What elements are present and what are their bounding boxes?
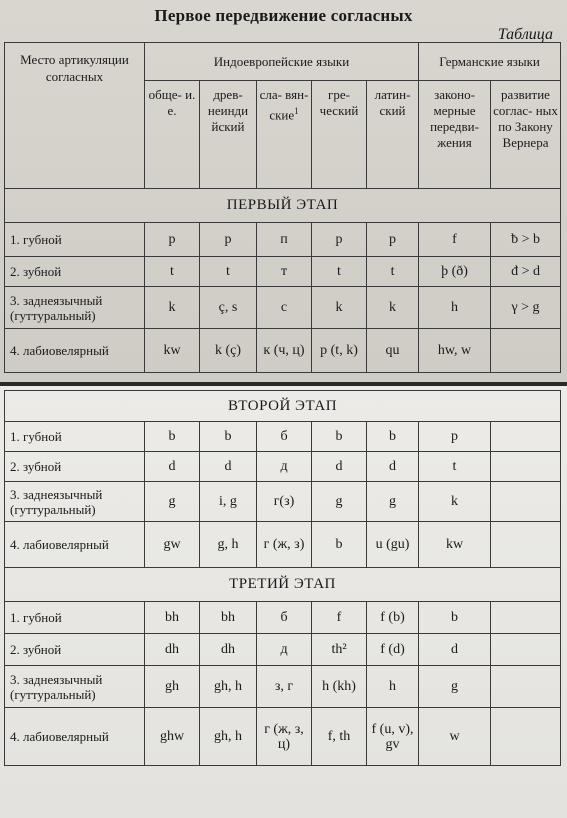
table-row (5, 329, 561, 373)
value-cell: б (257, 422, 312, 452)
value-cell (491, 708, 561, 766)
value-cell: f (b) (367, 602, 419, 634)
value-cell: г (ж, з) (257, 522, 312, 568)
value-cell: k (419, 482, 491, 522)
col-slavic (257, 81, 312, 189)
value-cell: т (257, 257, 312, 287)
value-cell: gw (145, 522, 200, 568)
place-cell: 3. заднеязычный (гуттуральный) (5, 666, 145, 708)
value-cell: đ > d (491, 257, 561, 287)
value-cell: t (200, 257, 257, 287)
value-cell: p (t, k) (312, 329, 367, 373)
value-cell: b (312, 422, 367, 452)
place-header (5, 43, 145, 189)
value-cell: f, th (312, 708, 367, 766)
col-sanskrit: древ- неинди йский (200, 81, 257, 189)
stage-1 (5, 189, 561, 373)
value-cell: g (312, 482, 367, 522)
value-cell: b (419, 602, 491, 634)
value-cell: t (312, 257, 367, 287)
table-row (5, 287, 561, 329)
place-cell: 4. лабиовелярный (5, 329, 145, 373)
value-cell: p (367, 223, 419, 257)
place-cell: 3. заднеязычный (гуттуральный) (5, 287, 145, 329)
stage-header-row (5, 189, 561, 223)
value-cell: hw, w (419, 329, 491, 373)
value-cell: g (367, 482, 419, 522)
value-cell: f (d) (367, 634, 419, 666)
value-cell: γ > g (491, 287, 561, 329)
value-cell: d (200, 452, 257, 482)
place-cell: 4. лабиовелярный (5, 708, 145, 766)
table-row (5, 223, 561, 257)
value-cell: g (419, 666, 491, 708)
table-lower (4, 390, 561, 766)
stage-title: ПЕРВЫЙ ЭТАП (5, 189, 561, 223)
value-cell: b (145, 422, 200, 452)
value-cell: b (312, 522, 367, 568)
table-row (5, 422, 561, 452)
table-row (5, 522, 561, 568)
value-cell: ghw (145, 708, 200, 766)
value-cell: h (kh) (312, 666, 367, 708)
col-verner: развитие соглас- ных по Закону Вернера (491, 81, 561, 189)
value-cell (491, 634, 561, 666)
value-cell: d (312, 452, 367, 482)
value-cell: f (u, v), gv (367, 708, 419, 766)
stage-header-row (5, 391, 561, 422)
value-cell (491, 666, 561, 708)
table-row (5, 257, 561, 287)
value-cell: dh (145, 634, 200, 666)
stage-title: ВТОРОЙ ЭТАП (5, 391, 561, 422)
value-cell: t (367, 257, 419, 287)
value-cell: t (145, 257, 200, 287)
place-cell: 4. лабиовелярный (5, 522, 145, 568)
value-cell (491, 452, 561, 482)
value-cell: th² (312, 634, 367, 666)
value-cell: f (312, 602, 367, 634)
ie-group-header: Индоевропейские языки (145, 43, 419, 81)
table-row (5, 482, 561, 522)
footnote-mark: 1 (294, 106, 299, 116)
value-cell (491, 602, 561, 634)
value-cell: h (419, 287, 491, 329)
value-cell: kw (419, 522, 491, 568)
stage-header-row (5, 568, 561, 602)
value-cell: kw (145, 329, 200, 373)
value-cell: h (367, 666, 419, 708)
value-cell: ç, s (200, 287, 257, 329)
value-cell: bh (145, 602, 200, 634)
value-cell: k (ç) (200, 329, 257, 373)
place-cell: 1. губной (5, 422, 145, 452)
table-row (5, 602, 561, 634)
value-cell: d (145, 452, 200, 482)
col-greek: гре- ческий (312, 81, 367, 189)
germ-group-header: Германские языки (419, 43, 561, 81)
place-cell: 2. зубной (5, 452, 145, 482)
value-cell: þ (ð) (419, 257, 491, 287)
value-cell (491, 482, 561, 522)
stage-3 (5, 568, 561, 766)
value-cell: f (419, 223, 491, 257)
place-cell: 1. губной (5, 602, 145, 634)
value-cell: gh (145, 666, 200, 708)
page-title: Первое передвижение согласных (154, 6, 413, 25)
table-row (5, 452, 561, 482)
value-cell: b (367, 422, 419, 452)
value-cell: г(з) (257, 482, 312, 522)
value-cell: k (312, 287, 367, 329)
value-cell: г (ж, з, ц) (257, 708, 312, 766)
col-regular-shifts: законо- мерные передви- жения (419, 81, 491, 189)
table-row (5, 666, 561, 708)
value-cell: p (419, 422, 491, 452)
value-cell: w (419, 708, 491, 766)
value-cell (491, 522, 561, 568)
col-common-ie: обще- и. е. (145, 81, 200, 189)
value-cell (491, 422, 561, 452)
value-cell: d (367, 452, 419, 482)
value-cell: д (257, 452, 312, 482)
value-cell: g, h (200, 522, 257, 568)
value-cell: p (145, 223, 200, 257)
value-cell: p (312, 223, 367, 257)
value-cell: bh (200, 602, 257, 634)
value-cell: g (145, 482, 200, 522)
value-cell: dh (200, 634, 257, 666)
value-cell (491, 329, 561, 373)
value-cell: б (257, 602, 312, 634)
place-cell: 2. зубной (5, 257, 145, 287)
place-cell: 1. губной (5, 223, 145, 257)
table-row (5, 708, 561, 766)
value-cell: к (ч, ц) (257, 329, 312, 373)
value-cell: gh, h (200, 708, 257, 766)
value-cell: k (367, 287, 419, 329)
place-cell: 3. заднеязычный (гуттуральный) (5, 482, 145, 522)
value-cell: u (gu) (367, 522, 419, 568)
value-cell: ƀ > b (491, 223, 561, 257)
stage-title: ТРЕТИЙ ЭТАП (5, 568, 561, 602)
table-label: Таблица (497, 26, 553, 43)
value-cell: с (257, 287, 312, 329)
value-cell: p (200, 223, 257, 257)
col-slavic-text: сла- вян- ские (259, 87, 309, 123)
value-cell: d (419, 634, 491, 666)
value-cell: п (257, 223, 312, 257)
col-latin: латин- ский (367, 81, 419, 189)
table-upper (4, 42, 561, 373)
stage-2 (5, 391, 561, 568)
value-cell: qu (367, 329, 419, 373)
value-cell: gh, h (200, 666, 257, 708)
value-cell: i, g (200, 482, 257, 522)
place-cell: 2. зубной (5, 634, 145, 666)
value-cell: k (145, 287, 200, 329)
table-row (5, 634, 561, 666)
value-cell: b (200, 422, 257, 452)
value-cell: д (257, 634, 312, 666)
value-cell: t (419, 452, 491, 482)
value-cell: з, г (257, 666, 312, 708)
place-header-text: Место артикуляции согласных (20, 52, 129, 84)
